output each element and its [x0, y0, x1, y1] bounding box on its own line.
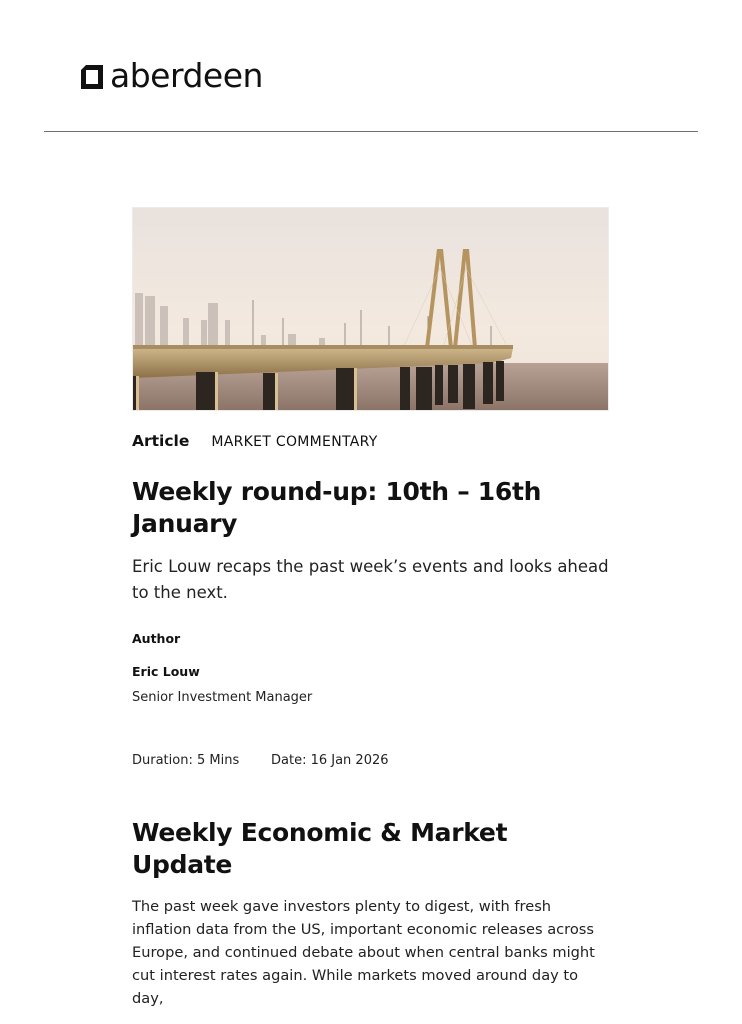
article-duration: Duration: 5 Mins [132, 753, 240, 768]
article-date: Date: 16 Jan 2026 [271, 753, 389, 768]
article-tags [132, 432, 610, 452]
article-type-label: Article [132, 432, 190, 450]
bridge-image [133, 208, 609, 411]
article [132, 207, 610, 1010]
article-category-link[interactable]: MARKET COMMENTARY [211, 434, 378, 450]
header-divider [44, 131, 698, 132]
section-title: Weekly Economic & Market Update [132, 818, 508, 879]
author-role: Senior Investment Manager [132, 690, 313, 705]
hero-image [132, 207, 609, 411]
site-header [0, 0, 742, 133]
aberdeen-logo[interactable] [81, 58, 263, 94]
article-meta [132, 752, 610, 770]
author-name[interactable]: Eric Louw [132, 664, 200, 679]
author-label: Author [132, 631, 181, 646]
section-body: The past week gave investors plenty to digest, with fresh inflation data from the US, important economic releases across Europe, and continued debate about when central banks might cut interest rates again. While markets moved around day to day, [132, 898, 595, 1007]
article-title: Weekly round-up: 10th – 16th January [132, 477, 542, 538]
aberdeen-mark-icon [81, 65, 103, 89]
article-summary: Eric Louw recaps the past week’s events and looks ahead to the next. [132, 557, 609, 602]
logo-wordmark: aberdeen [110, 56, 263, 95]
